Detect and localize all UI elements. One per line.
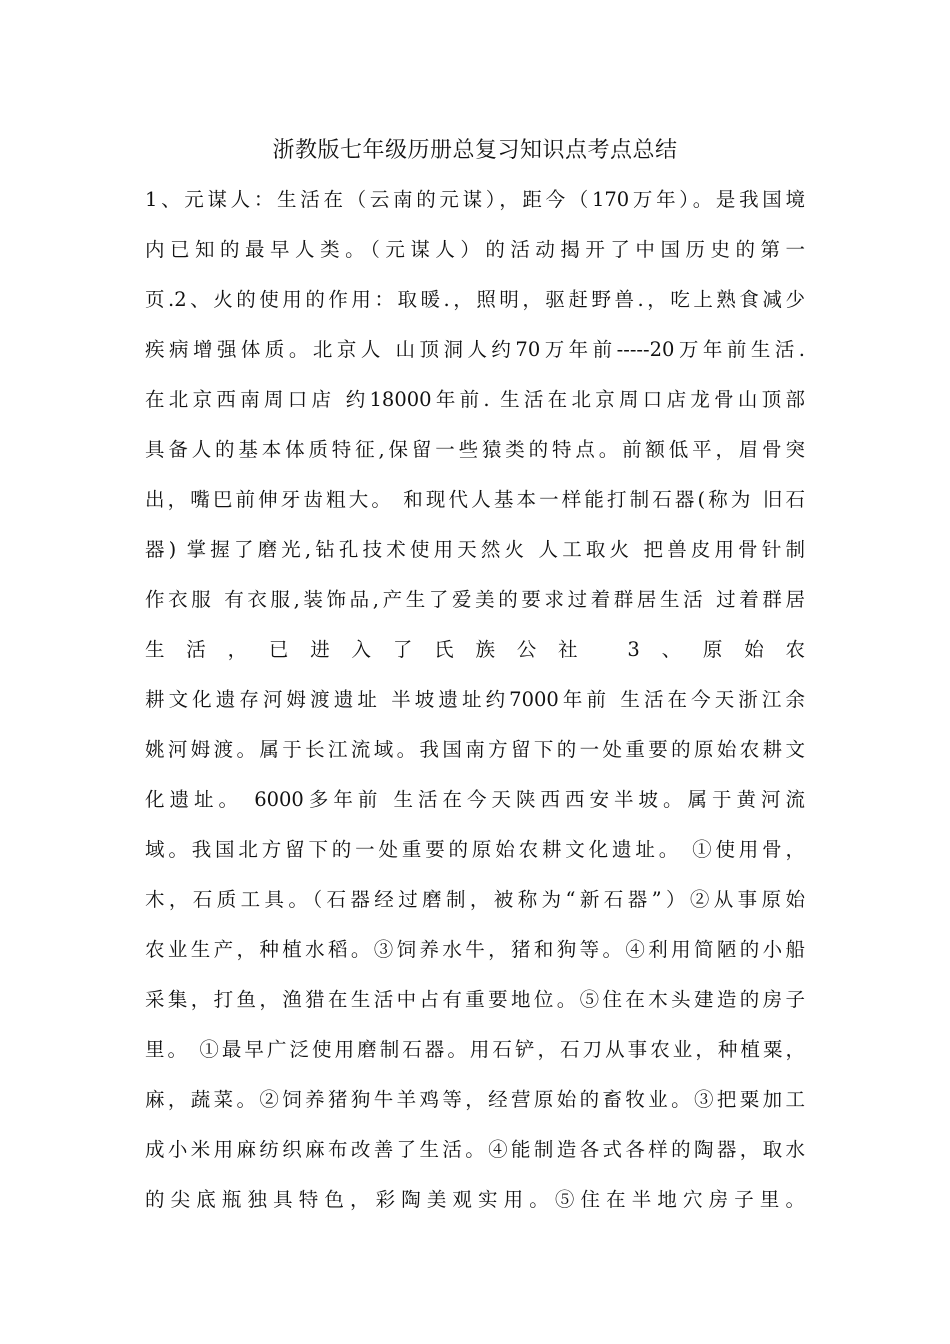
- text-line: 器) 掌握了磨光,钻孔技术使用天然火 人工取火 把兽皮用骨针制: [145, 538, 805, 561]
- text-line: 域。我国北方留下的一处重要的原始农耕文化遗址。 ①使用骨，: [145, 838, 805, 861]
- document-title: 浙教版七年级历册总复习知识点考点总结: [272, 138, 678, 163]
- text-line: 页.2、火的使用的作用：取暖.，照明，驱赶野兽.，吃上熟食减少: [145, 288, 805, 311]
- text-line: 出，嘴巴前伸牙齿粗大。 和现代人基本一样能打制石器(称为 旧石: [145, 488, 805, 511]
- text-line: 作衣服 有衣服,装饰品,产生了爱美的要求过着群居生活 过着群居: [145, 588, 805, 611]
- text-line: 内已知的最早人类。（元谋人）的活动揭开了中国历史的第一: [145, 238, 805, 261]
- text-line: 耕文化遗存河姆渡遗址 半坡遗址约7000年前 生活在今天浙江余: [145, 688, 805, 711]
- text-line: 具备人的基本体质特征,保留一些猿类的特点。前额低平，眉骨突: [145, 438, 805, 461]
- text-line: 的尖底瓶独具特色，彩陶美观实用。⑤住在半地穴房子里。: [145, 1188, 805, 1211]
- text-line: 在北京西南周口店 约18000年前. 生活在北京周口店龙骨山顶部: [145, 388, 805, 411]
- text-line: 疾病增强体质。北京人 山顶洞人约70万年前-----20万年前生活.: [145, 338, 805, 361]
- text-line: 1、元谋人：生活在（云南的元谋），距今（170万年）。是我国境: [145, 188, 805, 211]
- text-line: 生活，已进入了氏族公社 3、原始农: [145, 638, 805, 661]
- text-line: 成小米用麻纺织麻布改善了生活。④能制造各式各样的陶器，取水: [145, 1138, 805, 1161]
- text-line: 化遗址。 6000多年前 生活在今天陕西西安半坡。属于黄河流: [145, 788, 805, 811]
- text-line: 麻，蔬菜。②饲养猪狗牛羊鸡等，经营原始的畜牧业。③把粟加工: [145, 1088, 805, 1111]
- text-line: 木，石质工具。（石器经过磨制，被称为“新石器”）②从事原始: [145, 888, 805, 911]
- text-line: 农业生产，种植水稻。③饲养水牛，猪和狗等。④利用简陋的小船: [145, 938, 805, 961]
- text-line: 姚河姆渡。属于长江流域。我国南方留下的一处重要的原始农耕文: [145, 738, 805, 761]
- text-line: 里。 ①最早广泛使用磨制石器。用石铲，石刀从事农业，种植粟，: [145, 1038, 805, 1061]
- text-line: 采集，打鱼，渔猎在生活中占有重要地位。⑤住在木头建造的房子: [145, 988, 805, 1011]
